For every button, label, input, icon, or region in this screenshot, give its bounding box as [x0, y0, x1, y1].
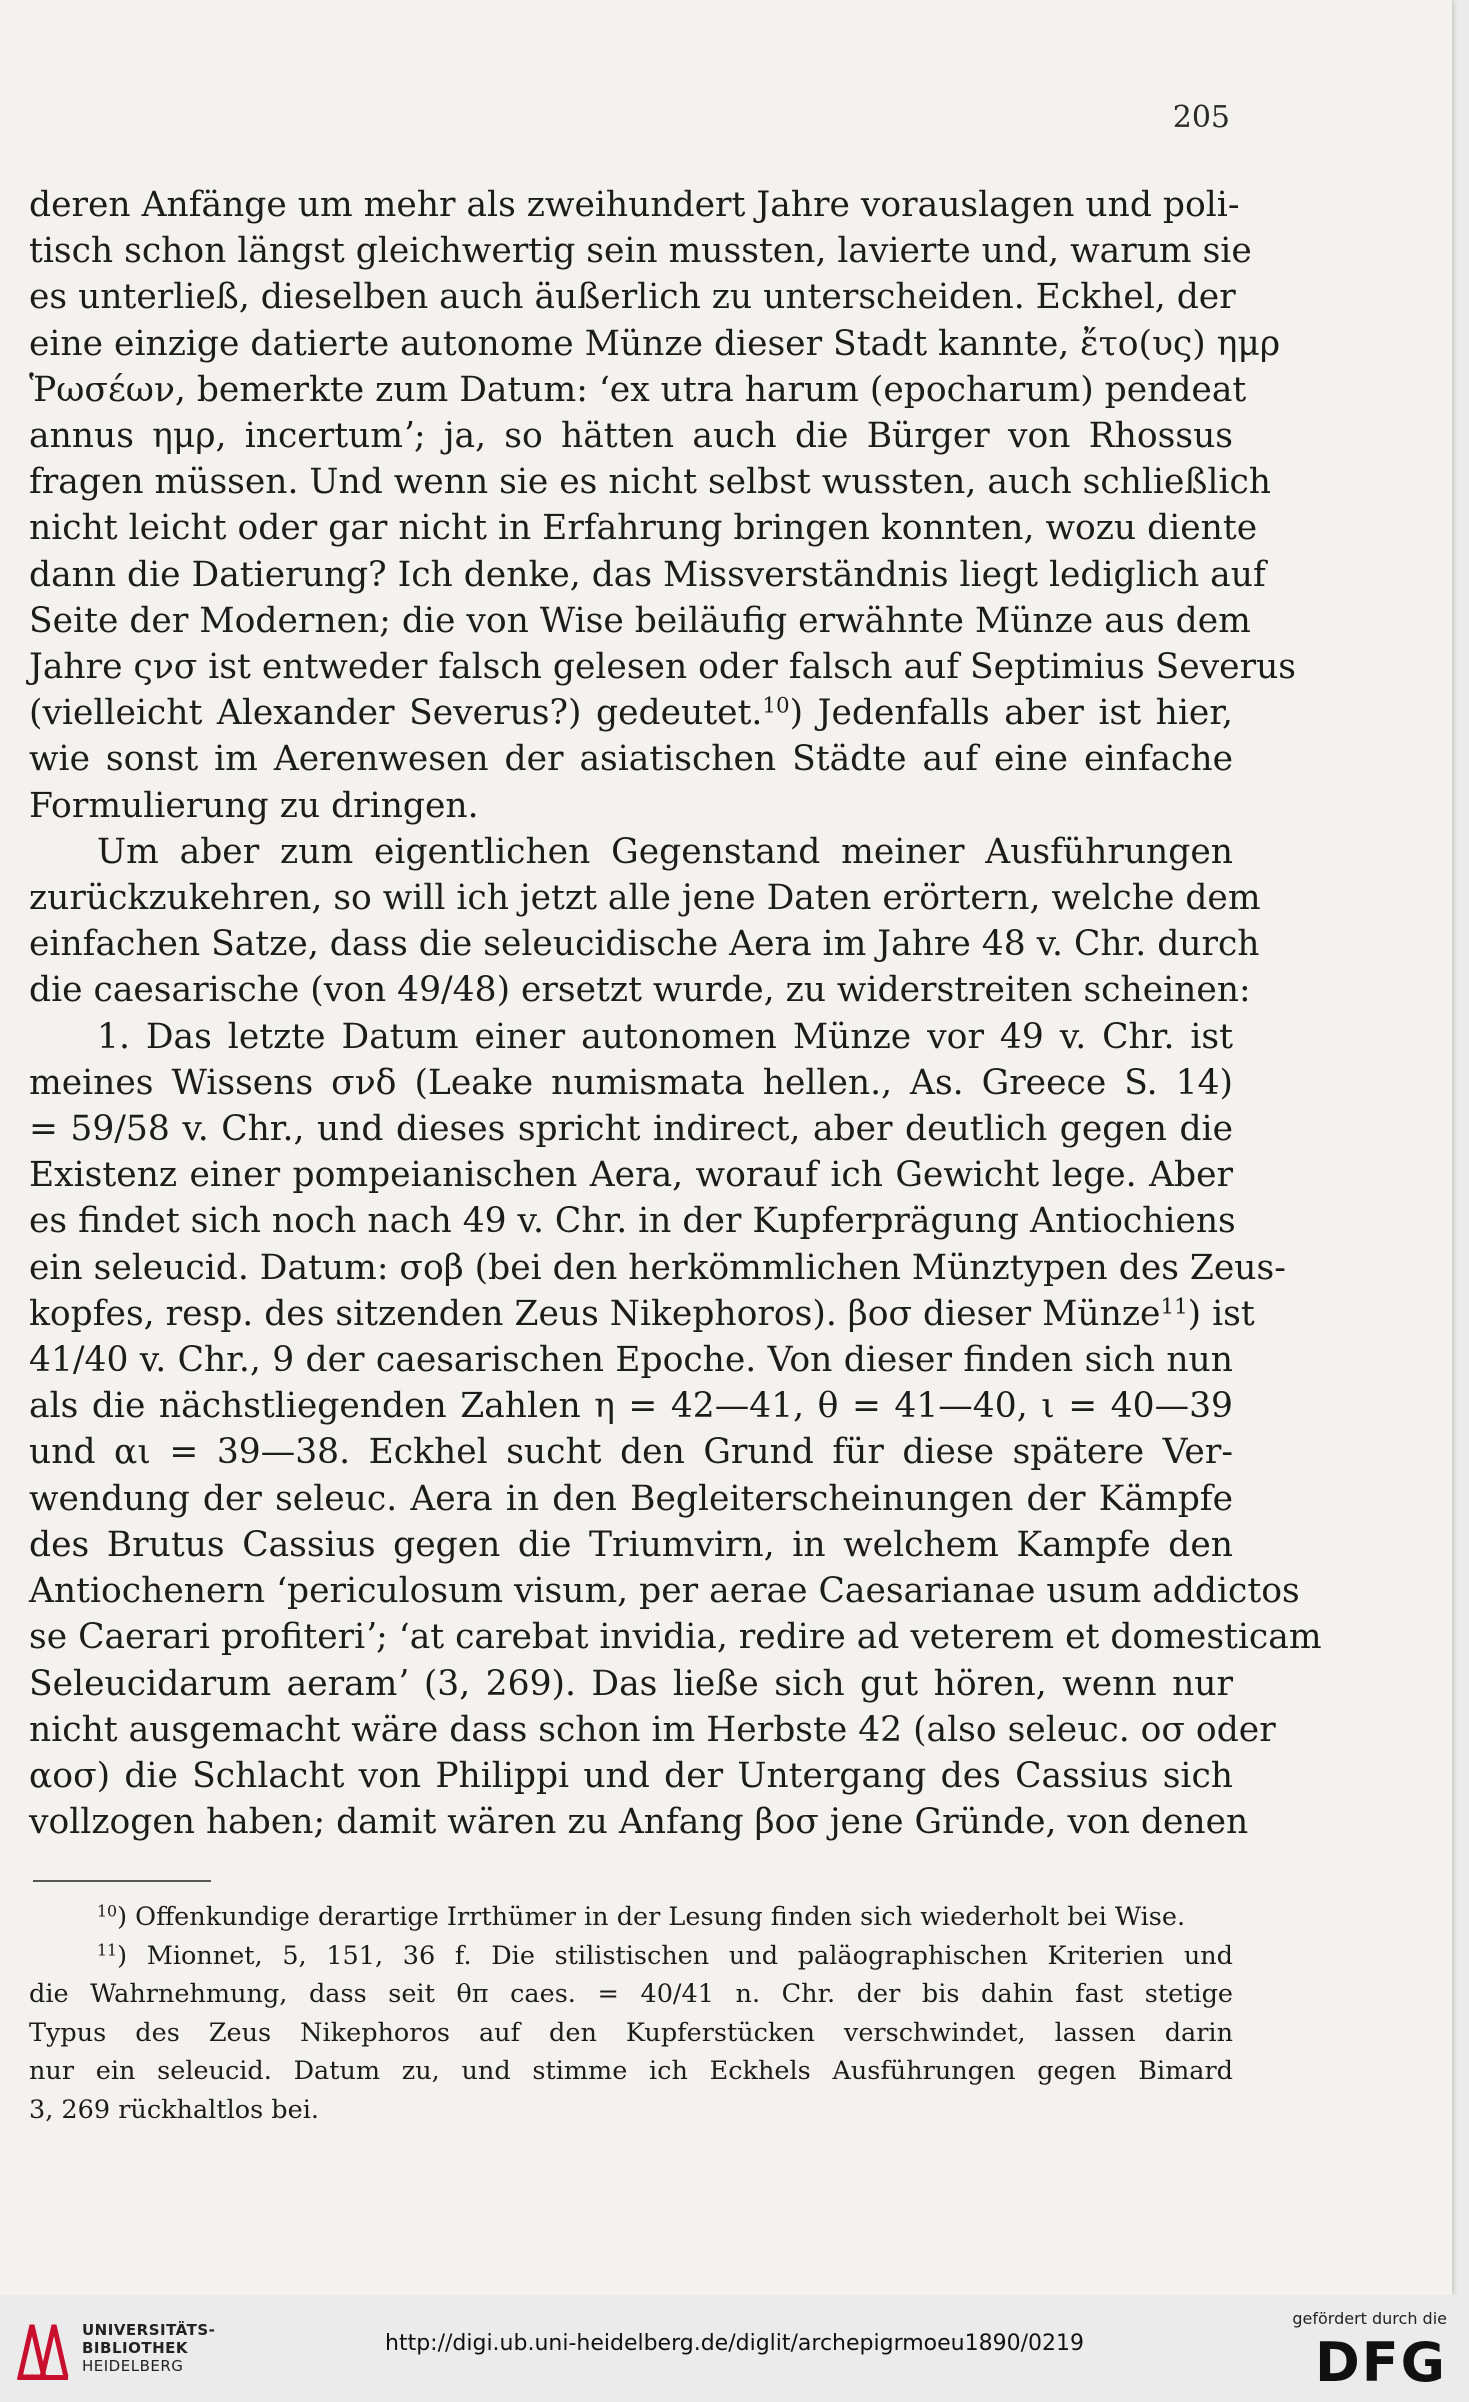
text-line: und αι = 39—38. Eckhel sucht den Grund für diese spätere Ver-: [29, 1432, 1233, 1473]
text-line-with-footnote-ref: [29, 1291, 1255, 1337]
text-line: als die nächstliegenden Zahlen η = 42—41, θ = 41—40, ι = 40—39: [29, 1386, 1233, 1427]
permalink-url[interactable]: http://digi.ub.uni-heidelberg.de/diglit/archepigrmoeu1890/0219: [385, 2331, 1084, 2356]
text-line: tisch schon längst gleichwertig sein mussten, lavierte und, warum sie: [29, 231, 1252, 272]
text-segment: kopfes, resp. des sitzenden Zeus Nikephoros). βοσ dieser Münze: [29, 1293, 1161, 1334]
text-line-with-footnote-ref: [29, 690, 1233, 736]
text-line: 41/40 v. Chr., 9 der caesarischen Epoche. Von dieser finden sich nun: [29, 1340, 1233, 1381]
text-line: fragen müssen. Und wenn sie es nicht selbst wussten, auch schließlich: [29, 462, 1272, 503]
footnote-ref-11[interactable]: 11: [1160, 1294, 1188, 1320]
text-line: einfachen Satze, dass die seleucidische Aera im Jahre 48 v. Chr. durch: [29, 924, 1260, 965]
text-line: Seite der Modernen; die von Wise beiläufig erwähnte Münze aus dem: [29, 600, 1251, 641]
footnote-line: die Wahrnehmung, dass seit θπ caes. = 40/41 n. Chr. der bis dahin fast stetige: [29, 1979, 1233, 2010]
text-line: nicht ausgemacht wäre dass schon im Herbste 42 (also seleuc. οσ oder: [29, 1709, 1276, 1750]
text-line: vollzogen haben; damit wären zu Anfang βοσ jene Gründe, von denen: [29, 1802, 1249, 1843]
footnote-divider: [33, 1880, 211, 1882]
text-line: se Caerari profiteriʼ; ʻat carebat invidia, redire ad veterem et domesticam: [29, 1617, 1322, 1658]
text-line: es unterließ, dieselben auch äußerlich zu unterscheiden. Eckhel, der: [29, 277, 1236, 318]
text-line: dann die Datierung? Ich denke, das Missverständnis liegt lediglich auf: [29, 554, 1266, 595]
text-line: Existenz einer pompeianischen Aera, worauf ich Gewicht lege. Aber: [29, 1155, 1233, 1196]
footnote-10: [29, 1898, 1233, 1937]
text-line: eine einzige datierte autonome Münze dieser Stadt kannte, ἔτο(υς) ημρ: [29, 323, 1281, 364]
funding-note: gefördert durch die: [1292, 2309, 1447, 2328]
text-line: Jahre ςνσ ist entweder falsch gelesen oder falsch auf Septimius Severus: [29, 647, 1297, 688]
text-line: es findet sich noch nach 49 v. Chr. in der Kupferprägung Antiochiens: [29, 1201, 1236, 1242]
footnote-line: Typus des Zeus Nikephoros auf den Kupferstücken verschwindet, lassen darin: [29, 2017, 1233, 2048]
text-line: des Brutus Cassius gegen die Triumvirn, in welchem Kampfe den: [29, 1524, 1233, 1565]
library-line: UNIVERSITÄTS-: [82, 2321, 216, 2339]
text-line: Formulierung zu dringen.: [29, 785, 479, 826]
footnote-mark: 10: [97, 1901, 118, 1921]
text-line: meines Wissens σνδ (Leake numismata hellen., As. Greece S. 14): [29, 1062, 1233, 1103]
footnote-line: nur ein seleucid. Datum zu, und stimme ich Eckhels Ausführungen gegen Bimard: [29, 2056, 1233, 2087]
text-line: zurückzukehren, so will ich jetzt alle jene Daten erörtern, welche dem: [29, 878, 1261, 919]
text-line: ein seleucid. Datum: σοβ (bei den herkömmlichen Münztypen des Zeus-: [29, 1247, 1286, 1288]
text-segment: ) Jedenfalls aber ist hier,: [789, 693, 1233, 734]
footnote-text: ) Mionnet, 5, 151, 36 f. Die stilistischen und paläographischen Kriterien und: [117, 1940, 1233, 1971]
library-line: BIBLIOTHEK: [82, 2339, 188, 2357]
text-line: die caesarische (von 49/48) ersetzt wurde, zu widerstreiten scheinen:: [29, 970, 1251, 1011]
footnote-mark: 11: [97, 1939, 118, 1959]
text-segment: ) ist: [1187, 1293, 1255, 1334]
footnote-ref-10[interactable]: 10: [762, 693, 790, 719]
main-text: [29, 182, 1322, 1845]
dfg-logo[interactable]: DFG: [1314, 2331, 1447, 2394]
text-line: annus ημρ, incertumʼ; ja, so hätten auch die Bürger von Rhossus: [29, 416, 1233, 457]
library-line: HEIDELBERG: [82, 2357, 184, 2375]
footnote-line: 3, 269 rückhaltlos bei.: [29, 2094, 319, 2125]
footnotes: [29, 1898, 1233, 2130]
footnote-11: [29, 1937, 1233, 1976]
text-line: Ῥωσέων, bemerkte zum Datum: ʻex utra harum (epocharum) pendeat: [29, 369, 1247, 410]
text-segment: (vielleicht Alexander Severus?) gedeutet.: [29, 693, 763, 734]
text-line: αοσ) die Schlacht von Philippi und der Untergang des Cassius sich: [29, 1755, 1233, 1796]
text-line: Seleucidarum aeramʼ (3, 269). Das ließe sich gut hören, wenn nur: [29, 1663, 1233, 1704]
footnote-text: ) Offenkundige derartige Irrthümer in der Lesung finden sich wiederholt bei Wise.: [117, 1902, 1186, 1932]
text-line: wie sonst im Aerenwesen der asiatischen Städte auf eine einfache: [29, 739, 1233, 780]
text-line: = 59/58 v. Chr., und dieses spricht indirect, aber deutlich gegen die: [29, 1109, 1233, 1150]
text-line: nicht leicht oder gar nicht in Erfahrung bringen konnten, wozu diente: [29, 508, 1258, 549]
text-line: wendung der seleuc. Aera in den Begleiterscheinungen der Kämpfe: [29, 1478, 1233, 1519]
viewer-footer: [0, 2295, 1469, 2402]
text-line: 1. Das letzte Datum einer autonomen Münze vor 49 v. Chr. ist: [97, 1016, 1233, 1057]
page-number: 205: [1172, 100, 1230, 135]
text-line: deren Anfänge um mehr als zweihundert Jahre vorauslagen und poli-: [29, 185, 1240, 225]
text-line: Antiochenern ʻpericulosum visum, per aerae Caesarianae usum addictos: [29, 1571, 1300, 1612]
text-line: Um aber zum eigentlichen Gegenstand meiner Ausführungen: [97, 831, 1233, 872]
